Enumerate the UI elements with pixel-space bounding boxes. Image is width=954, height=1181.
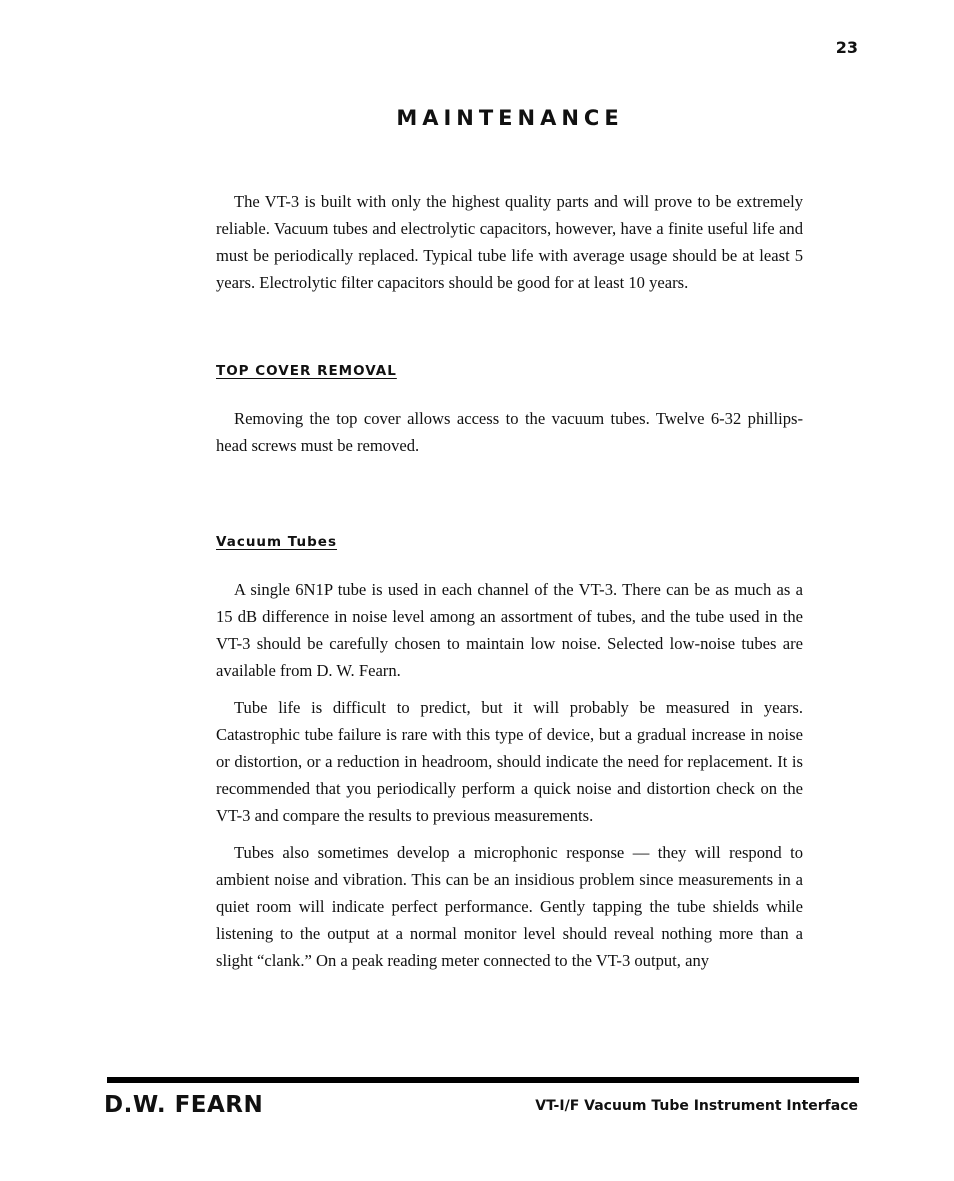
paragraph-top-cover: Removing the top cover allows access to the vacuum tubes. Twelve 6-32 phillips-head screws must be removed. xyxy=(216,409,803,455)
document-body xyxy=(216,188,803,984)
footer-product-title: VT-I/F Vacuum Tube Instrument Interface xyxy=(535,1098,858,1114)
section-heading-top-cover-removal: TOP COVER REMOVAL xyxy=(216,363,397,379)
paragraph-tube-selection: A single 6N1P tube is used in each channel of the VT-3. There can be as much as a 15 dB difference in noise level among an assortment of tubes, and the tube used in the VT-3 should be carefully chosen to maintain low noise. Selected low-noise tubes are available from D. W. Fearn. xyxy=(216,580,803,680)
footer-rule xyxy=(107,1077,859,1083)
page-title: MAINTENANCE xyxy=(396,106,624,130)
intro-paragraph: The VT-3 is built with only the highest quality parts and will prove to be extremely reliable. Vacuum tubes and electrolytic capacitors, however, have a finite useful life and must be periodically replaced. Typical tube life with average usage should be at least 5 years. Electrolytic filter capacitors should be good for at least 10 years. xyxy=(216,192,803,292)
brand-logo: D.W. FEARN xyxy=(104,1092,264,1118)
page-number: 23 xyxy=(835,38,858,57)
paragraph-tube-life: Tube life is difficult to predict, but it will probably be measured in years. Catastrophic tube failure is rare with this type of device, but a gradual increase in noise or distortion, or a reduction in headroom, should indicate the need for replacement. It is recommended that you periodically perform a quick noise and distortion check on the VT-3 and compare the results to previous measurements. xyxy=(216,698,803,825)
paragraph-microphonics: Tubes also sometimes develop a microphonic response — they will respond to ambient noise and vibration. This can be an insidious problem since measurements in a quiet room will indicate perfect performance. Gently tapping the tube shields while listening to the output at a normal monitor level should reveal nothing more than a slight “clank.” On a peak reading meter connected to the VT-3 output, any xyxy=(216,843,803,970)
section-heading-vacuum-tubes: Vacuum Tubes xyxy=(216,534,338,550)
